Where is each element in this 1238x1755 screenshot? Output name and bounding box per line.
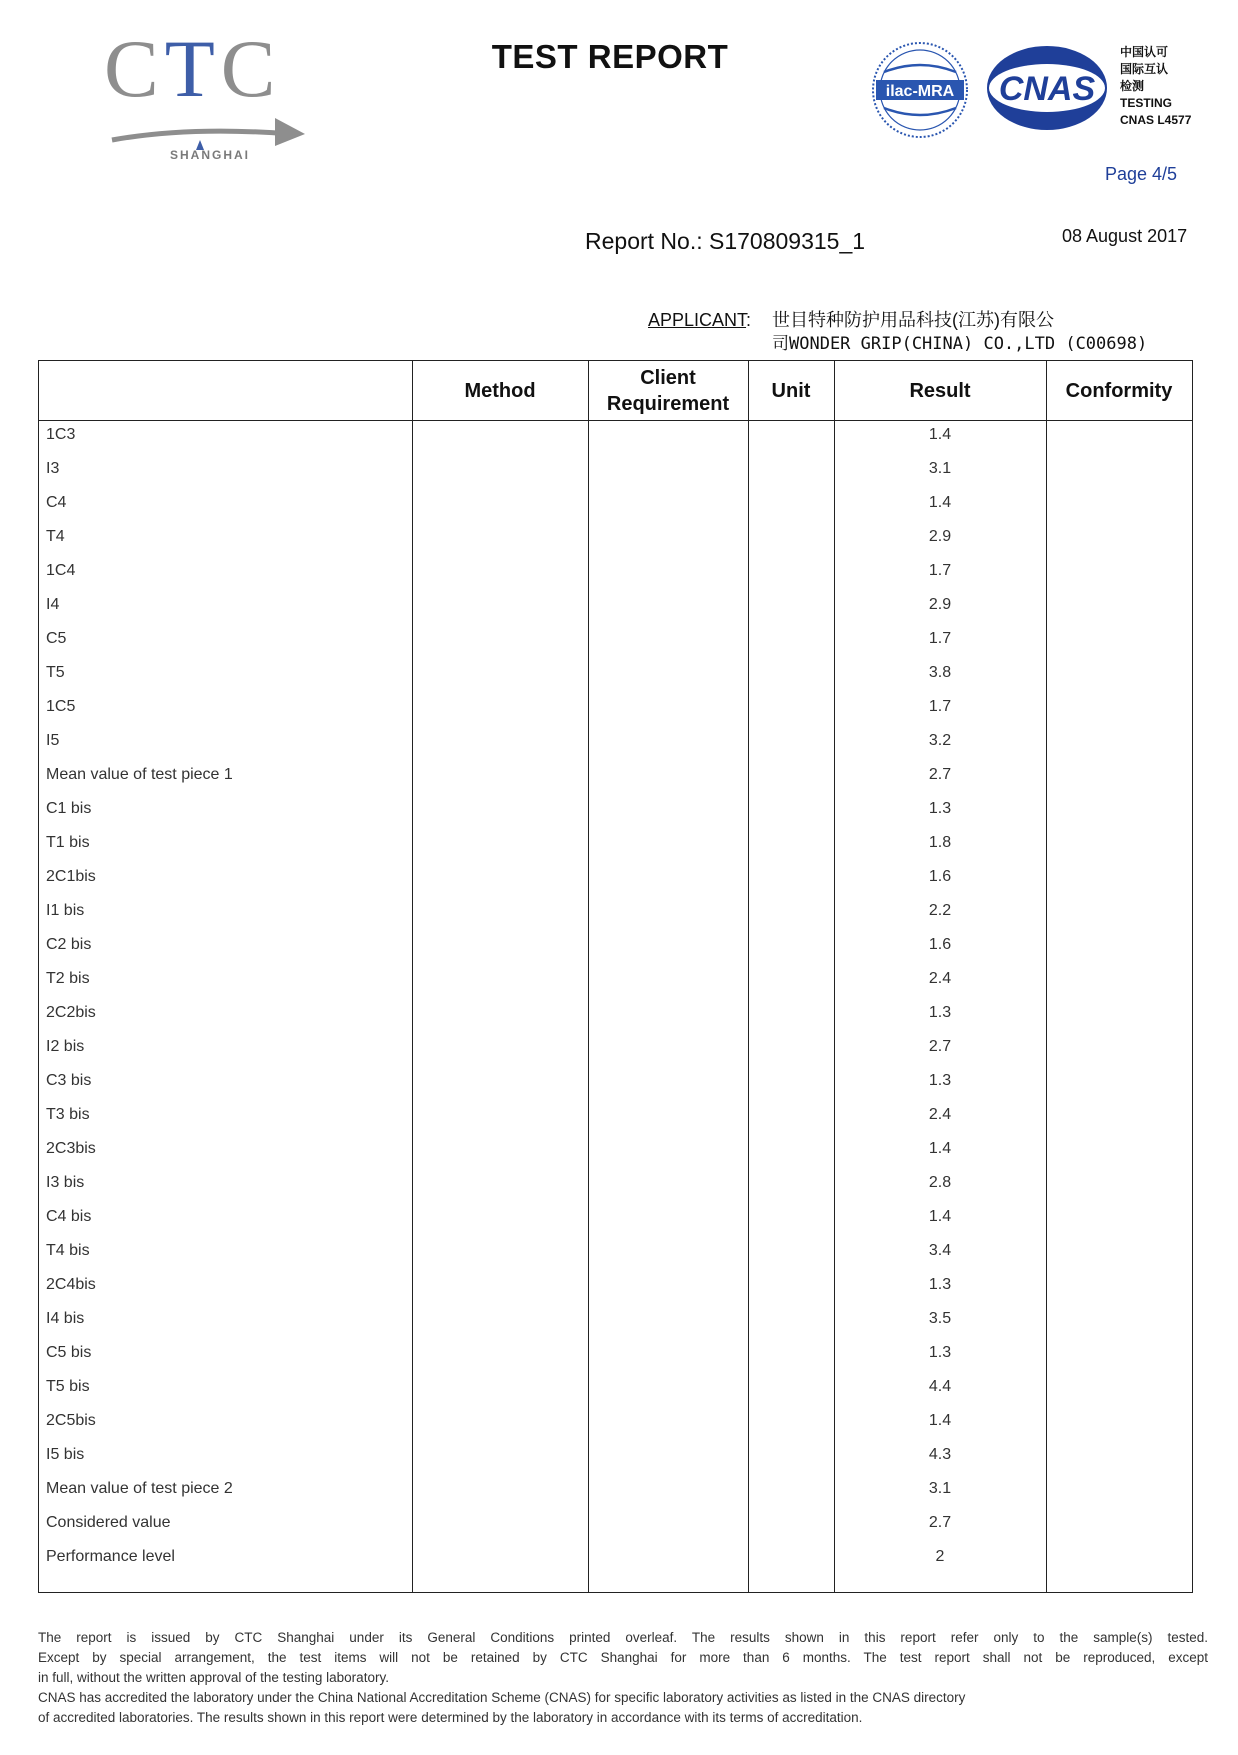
row-parameter: T5: [46, 664, 65, 681]
row-result: 3.2: [928, 732, 952, 749]
cnas-line: 中国认可: [1120, 45, 1169, 59]
row-result: 1.4: [928, 494, 952, 511]
disclaimer-line: of accredited laboratories. The results shown in this report were determined by the laboratory in accordance with its terms of accreditation.: [38, 1710, 863, 1725]
ilac-mra-text: ilac-MRA: [885, 83, 955, 100]
cnas-accreditation-lines: [1120, 44, 1191, 129]
table-row: [39, 1236, 1192, 1270]
row-result: 2.7: [928, 766, 952, 783]
row-result: 2.4: [928, 970, 952, 987]
ctc-city-label: SHANGHAI: [169, 148, 250, 162]
row-parameter: Mean value of test piece 1: [46, 766, 233, 783]
table-row: [39, 1338, 1192, 1372]
col-header-result: Result: [909, 379, 971, 402]
disclaimer-line: CNAS has accredited the laboratory under the China National Accreditation Scheme (CNAS) for specific laboratory activities as listed in the CNAS directory: [38, 1690, 966, 1705]
row-parameter: I5: [46, 732, 60, 749]
row-parameter: 2C5bis: [46, 1412, 96, 1429]
row-result: 1.8: [928, 834, 952, 851]
row-parameter: C4 bis: [46, 1208, 92, 1225]
table-row: [39, 1202, 1192, 1236]
col-header-method: Method: [464, 379, 536, 402]
applicant-name-line2: 司WONDER GRIP(CHINA) CO.,LTD (C00698): [772, 334, 1148, 354]
row-result: 1.3: [928, 800, 952, 817]
col-header-parameter: [39, 361, 412, 420]
row-parameter: C1 bis: [46, 800, 92, 817]
table-row: [39, 1372, 1192, 1406]
table-body: [39, 420, 1192, 1576]
row-parameter: C3 bis: [46, 1072, 92, 1089]
row-parameter: I3 bis: [46, 1174, 85, 1191]
row-parameter: I3: [46, 460, 60, 477]
cnas-line: 国际互认: [1120, 62, 1169, 76]
table-row: [39, 1134, 1192, 1168]
table-row: [39, 522, 1192, 556]
table-row: [39, 726, 1192, 760]
table-row: [39, 1508, 1192, 1542]
table-row: [39, 420, 1192, 454]
table-row: [39, 556, 1192, 590]
table-row: [39, 692, 1192, 726]
table-row: [39, 658, 1192, 692]
table-row: [39, 828, 1192, 862]
row-result: 2.9: [928, 528, 952, 545]
disclaimer-line: Except by special arrangement, the test items will not be retained by CTC Shanghai for more than 6 months. The test report shall not be reproduced, except: [38, 1650, 1208, 1665]
ctc-logo-letters: CTC: [104, 23, 282, 114]
row-parameter: C5 bis: [46, 1344, 92, 1361]
col-header-conformity: Conformity: [1065, 379, 1173, 402]
row-parameter: 1C3: [46, 426, 76, 443]
row-result: 1.3: [928, 1072, 952, 1089]
row-parameter: I4: [46, 596, 60, 613]
row-result: 2.9: [928, 596, 952, 613]
row-result: 2.7: [928, 1514, 952, 1531]
row-result: 2: [935, 1548, 945, 1565]
table-row: [39, 794, 1192, 828]
table-row: [39, 624, 1192, 658]
table-row: [39, 1270, 1192, 1304]
applicant-block: APPLICANT: 世目特种防护用品科技(江苏)有限公 司WONDER GRIP(CHINA) CO.,LTD (C00698): [648, 310, 1148, 354]
applicant-label: APPLICANT: [648, 310, 747, 330]
cnas-line: TESTING: [1120, 96, 1173, 110]
cnas-line: CNAS L4577: [1120, 113, 1192, 127]
table-row: [39, 964, 1192, 998]
row-result: 1.4: [928, 1140, 952, 1157]
row-result: 1.6: [928, 936, 952, 953]
row-parameter: I2 bis: [46, 1038, 85, 1055]
col-header-unit: Unit: [771, 379, 811, 402]
row-result: 1.3: [928, 1344, 952, 1361]
row-result: 1.4: [928, 426, 952, 443]
row-parameter: 2C1bis: [46, 868, 96, 885]
table-row: [39, 1542, 1192, 1576]
row-result: 1.4: [928, 1412, 952, 1429]
row-result: 1.7: [928, 562, 952, 579]
row-parameter: Considered value: [46, 1514, 171, 1531]
row-result: 1.3: [928, 1276, 952, 1293]
row-parameter: T1 bis: [46, 834, 90, 851]
report-number: Report No.: S170809315_1: [585, 228, 866, 254]
report-date: 08 August 2017: [1062, 226, 1188, 246]
row-parameter: 1C5: [46, 698, 76, 715]
row-parameter: 2C2bis: [46, 1004, 96, 1021]
table-row: [39, 998, 1192, 1032]
row-parameter: I1 bis: [46, 902, 85, 919]
row-parameter: T4: [46, 528, 65, 545]
row-result: 1.3: [928, 1004, 952, 1021]
row-result: 1.7: [928, 698, 952, 715]
col-header-client-requirement: Client Requirement: [606, 366, 730, 415]
cnas-line: 检测: [1120, 79, 1145, 93]
table-row: [39, 454, 1192, 488]
table-row: [39, 1440, 1192, 1474]
row-result: 3.1: [928, 1480, 952, 1497]
table-row: [39, 590, 1192, 624]
document-title: TEST REPORT: [491, 38, 729, 75]
row-parameter: C5: [46, 630, 67, 647]
row-result: 2.8: [928, 1174, 952, 1191]
row-parameter: T2 bis: [46, 970, 90, 987]
row-parameter: Performance level: [46, 1548, 175, 1565]
table-row: [39, 1066, 1192, 1100]
table-row: [39, 862, 1192, 896]
row-result: 4.3: [928, 1446, 952, 1463]
ctc-logo: [100, 23, 320, 168]
row-result: 3.4: [928, 1242, 952, 1259]
row-result: 2.2: [928, 902, 952, 919]
row-parameter: Mean value of test piece 2: [46, 1480, 233, 1497]
results-table: [38, 360, 1193, 1593]
row-result: 3.1: [928, 460, 952, 477]
ilac-mra-seal-icon: [870, 40, 970, 140]
cnas-mark-text: CNAS: [998, 70, 1096, 108]
row-parameter: C2 bis: [46, 936, 92, 953]
row-result: 4.4: [928, 1378, 952, 1395]
table-row: [39, 1474, 1192, 1508]
row-parameter: T3 bis: [46, 1106, 90, 1123]
disclaimer: [38, 1628, 1208, 1728]
row-result: 2.7: [928, 1038, 952, 1055]
table-row: [39, 1100, 1192, 1134]
table-row: [39, 760, 1192, 794]
row-parameter: I4 bis: [46, 1310, 85, 1327]
row-result: 1.4: [928, 1208, 952, 1225]
applicant-name-line1: 世目特种防护用品科技(江苏)有限公: [772, 310, 1054, 330]
row-result: 2.4: [928, 1106, 952, 1123]
table-row: [39, 1304, 1192, 1338]
row-parameter: 2C4bis: [46, 1276, 96, 1293]
row-parameter: I5 bis: [46, 1446, 85, 1463]
table-row: [39, 1406, 1192, 1440]
row-parameter: T4 bis: [46, 1242, 90, 1259]
row-parameter: 2C3bis: [46, 1140, 96, 1157]
row-parameter: C4: [46, 494, 67, 511]
table-row: [39, 930, 1192, 964]
table-row: [39, 1168, 1192, 1202]
row-parameter: 1C4: [46, 562, 76, 579]
row-result: 1.7: [928, 630, 952, 647]
disclaimer-line: The report is issued by CTC Shanghai under its General Conditions printed overleaf. The results shown in this report refer only to the sample(s) tested.: [38, 1630, 1208, 1645]
row-result: 3.5: [928, 1310, 952, 1327]
disclaimer-line: in full, without the written approval of the testing laboratory.: [38, 1670, 389, 1685]
page-number: Page 4/5: [1105, 164, 1178, 184]
cnas-mark-icon: [985, 44, 1113, 132]
row-result: 3.8: [928, 664, 952, 681]
table-row: [39, 1032, 1192, 1066]
table-row: [39, 488, 1192, 522]
row-parameter: T5 bis: [46, 1378, 90, 1395]
table-row: [39, 896, 1192, 930]
row-result: 1.6: [928, 868, 952, 885]
